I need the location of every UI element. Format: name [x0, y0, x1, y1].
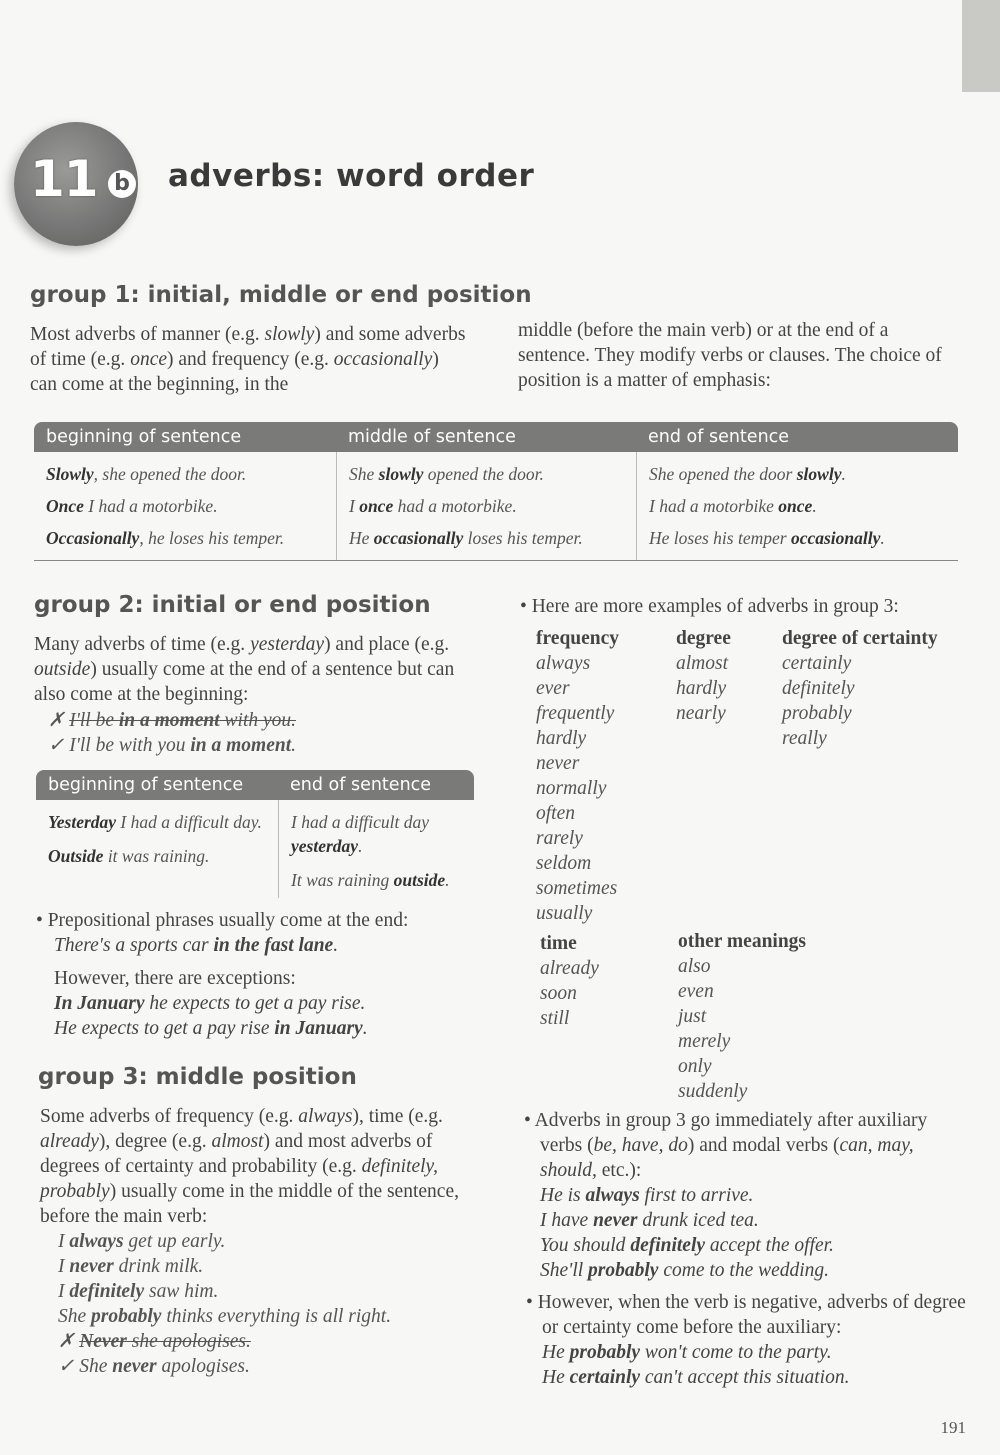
- group2-bullet: • Prepositional phrases usually come at the end: There's a sports car in the fast lane. However, there are exceptions: In January he expects to get a pay rise. He expects to get a pay rise in January.: [36, 910, 409, 1039]
- col-beginning: [36, 800, 278, 898]
- group3-examples: [58, 1229, 391, 1379]
- list-time: time already soon still: [540, 933, 599, 1029]
- chapter-number: 11: [30, 150, 98, 208]
- page-title: adverbs: word order: [168, 158, 535, 194]
- list-certainty: degree of certainty certainly definitely probably really: [782, 628, 938, 749]
- table-cell: I had a difficult day yesterday.: [291, 812, 430, 856]
- chapter-letter: b: [108, 170, 136, 198]
- col-end: [278, 800, 474, 898]
- group2-table: [36, 770, 474, 898]
- group1-table-header: [34, 422, 958, 452]
- table-cell: He occasionally loses his temper.: [349, 528, 583, 548]
- table-cell: She opened the door slowly.: [649, 464, 846, 484]
- list-frequency: frequency always ever frequently hardly never normally often rarely seldom sometimes usually: [536, 628, 620, 924]
- group1-table: [34, 422, 958, 561]
- table-cell: Occasionally, he loses his temper.: [46, 528, 285, 548]
- header-end: end of sentence: [290, 775, 432, 795]
- table-cell: Once I had a motorbike.: [46, 496, 218, 516]
- group1-heading: group 1: initial, middle or end position: [30, 282, 532, 308]
- example-line: He probably won't come to the party.: [542, 1342, 832, 1363]
- table-cell: Slowly, she opened the door.: [46, 464, 247, 484]
- group1-intro-right: middle (before the main verb) or at the end of a sentence. They modify verbs or clauses. The choice of position is a matter of emphasis:: [518, 320, 942, 391]
- example-line: She'll probably come to the wedding.: [540, 1260, 830, 1281]
- example-line: You should definitely accept the offer.: [540, 1235, 834, 1256]
- table-cell: Outside it was raining.: [48, 846, 210, 866]
- header-beginning: beginning of sentence: [48, 775, 244, 795]
- group2-table-header: [36, 770, 474, 800]
- group1-intro-left: Most adverbs of manner (e.g. slowly) and some adverbs of time (e.g. once) and frequency (e.g. occasionally) can come at the beginning, in the: [30, 324, 466, 395]
- example-line: I definitely saw him.: [58, 1281, 219, 1302]
- wrong-example: ✗ Never she apologises.: [58, 1331, 251, 1352]
- right-example: ✓ She never apologises.: [58, 1356, 250, 1377]
- example-line: He is always first to arrive.: [540, 1185, 754, 1206]
- example-line: I have never drunk iced tea.: [540, 1210, 759, 1231]
- example-line: I never drink milk.: [58, 1256, 204, 1277]
- header-middle: middle of sentence: [348, 427, 516, 447]
- table-cell: Yesterday I had a difficult day.: [48, 812, 262, 832]
- table-cell: It was raining outside.: [291, 870, 450, 890]
- list-degree: degree almost hardly nearly: [676, 628, 731, 724]
- group2-heading: group 2: initial or end position: [34, 592, 431, 618]
- right-bullet-3: • However, when the verb is negative, adverbs of degree or certainty come before the auxiliary: He probably won't come to the party. He certainly can't accept this situation.: [526, 1292, 966, 1388]
- table-cell: She slowly opened the door.: [349, 464, 544, 484]
- group3-heading: group 3: middle position: [38, 1064, 357, 1090]
- group2-right-example: ✓ I'll be with you in a moment.: [48, 735, 297, 756]
- table-cell: I once had a motorbike.: [349, 496, 517, 516]
- header-end: end of sentence: [648, 427, 790, 447]
- right-intro: • Here are more examples of adverbs in group 3:: [520, 596, 899, 617]
- example-line: He certainly can't accept this situation.: [542, 1367, 850, 1388]
- page-edge-tab: [962, 0, 1000, 92]
- table-cell: I had a motorbike once.: [649, 496, 817, 516]
- group2-table-body: [36, 800, 474, 898]
- page-number: 191: [940, 1418, 966, 1437]
- col-end: [636, 452, 958, 560]
- group2-wrong-example: ✗ I'll be in a moment with you.: [48, 710, 297, 731]
- group3-intro: Some adverbs of frequency (e.g. always), time (e.g. already), degree (e.g. almost) and most adverbs of degrees of certainty and probability (e.g. definitely, probably) usually come in the middle of the sentence, before the main verb:: [40, 1106, 459, 1227]
- table-cell: He loses his temper occasionally.: [649, 528, 885, 548]
- group1-table-body: [34, 452, 958, 561]
- col-middle: [336, 452, 636, 560]
- group2-intro: Many adverbs of time (e.g. yesterday) and place (e.g. outside) usually come at the end of a sentence but can also come at the beginning:: [34, 634, 455, 705]
- example-line: I always get up early.: [58, 1231, 226, 1252]
- example-line: She probably thinks everything is all right.: [58, 1306, 392, 1327]
- list-other: other meanings also even just merely only suddenly: [678, 931, 807, 1102]
- right-bullet-2: • Adverbs in group 3 go immediately after auxiliary verbs (be, have, do) and modal verbs (can, may, should, etc.): He is always first to arrive. I have never drunk iced tea. You should definitely accept the offer. She'll probably come to the wedding.: [524, 1108, 964, 1283]
- col-beginning: [34, 452, 336, 560]
- header-beginning: beginning of sentence: [46, 427, 242, 447]
